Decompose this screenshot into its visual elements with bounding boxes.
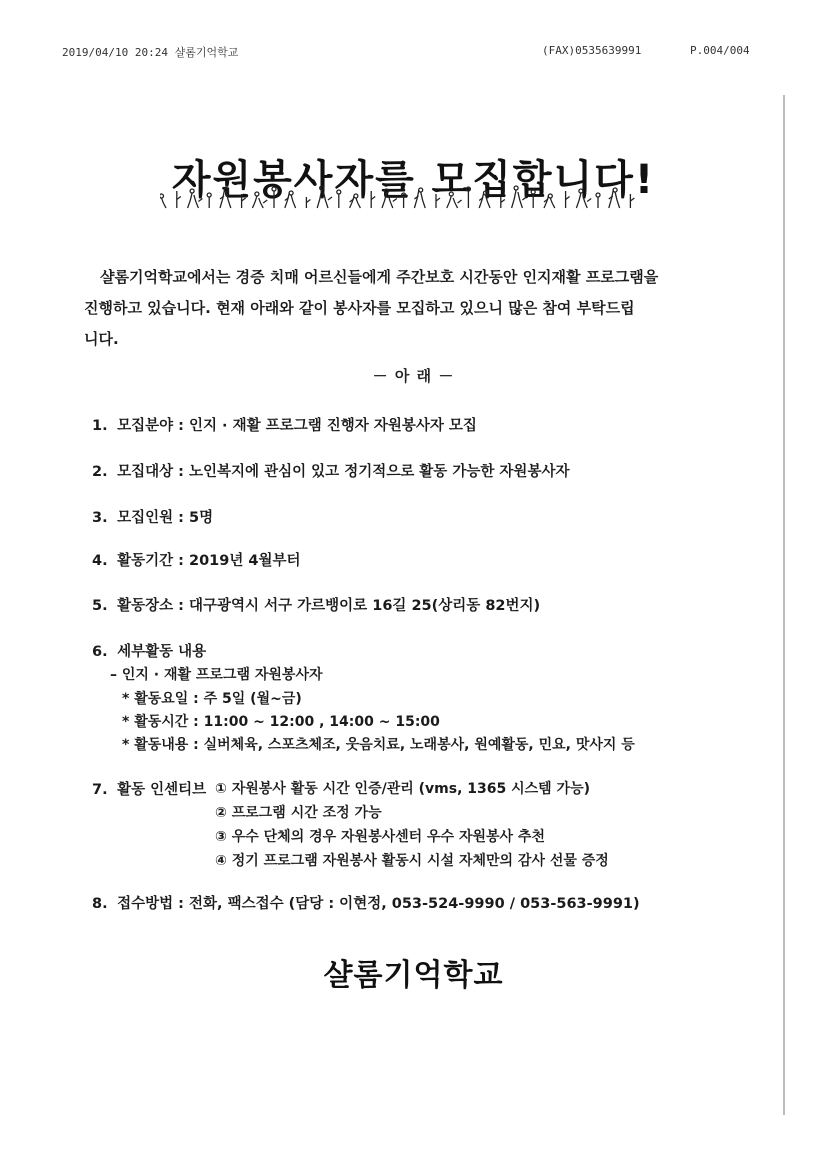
item-value: 전화, 팩스접수 (담당 : 이현정, 053-524-9990 / 053-563-9991)	[189, 896, 640, 912]
page-number: P.004/004	[690, 44, 750, 57]
item-label: 활동기간	[117, 553, 174, 569]
fax-header	[0, 44, 827, 60]
item-label: 활동 인센티브	[117, 782, 207, 798]
item-value: 2019년 4월부터	[189, 553, 301, 569]
item-number: 1.	[92, 418, 108, 434]
item-activity-period: 4. 활동기간 : 2019년 4월부터	[92, 553, 301, 569]
item-number: 5.	[92, 598, 108, 614]
section-divider-heading: － 아 래 －	[372, 367, 455, 385]
item-application-method: 8. 접수방법 : 전화, 팩스접수 (담당 : 이현정, 053-524-9990 / 053-563-9991)	[92, 896, 640, 912]
item-label: 세부활동 내용	[117, 644, 207, 660]
intro-paragraph	[84, 262, 724, 355]
item-activity-details	[92, 640, 206, 661]
organization-name: 샬롬기억학교	[323, 958, 504, 993]
fax-date-time: 2019/04/10 20:24 샬롬기억학교	[62, 46, 239, 59]
item-activity-location: 5. 활동장소 : 대구광역시 서구 가르뱅이로 16길 25(상리동 82번지)	[92, 598, 541, 614]
item-number: 8.	[92, 896, 108, 912]
incentive-2: ② 프로그램 시간 조정 가능	[215, 805, 382, 821]
flower-decoration-icon	[160, 178, 640, 210]
page-title: 자원봉사자를 모집합니다!	[171, 157, 656, 203]
item-number: 6.	[92, 644, 108, 660]
item-number: 2.	[92, 464, 108, 480]
item-incentives	[92, 778, 206, 799]
item-value: 노인복지에 관심이 있고 정기적으로 활동 가능한 자원봉사자	[189, 464, 570, 480]
fax-number: (FAX)0535639991	[542, 44, 642, 57]
intro-line-3: 니다.	[84, 330, 119, 348]
item-value: 대구광역시 서구 가르뱅이로 16길 25(상리동 82번지)	[189, 598, 541, 614]
item-number: 3.	[92, 510, 108, 526]
item-recruit-field: 1. 모집분야 : 인지 · 재활 프로그램 진행자 자원봉사자 모집	[92, 418, 477, 434]
details-subtitle: – 인지 · 재활 프로그램 자원봉사자	[110, 667, 323, 683]
details-content: * 활동내용 : 실버체육, 스포츠체조, 웃음치료, 노래봉사, 원예활동, 민요, 맛사지 등	[122, 737, 635, 753]
item-recruit-count: 3. 모집인원 : 5명	[92, 510, 214, 526]
item-label: 접수방법	[117, 896, 174, 912]
incentive-1: ① 자원봉사 활동 시간 인증/관리 (vms, 1365 시스템 가능)	[215, 781, 590, 797]
details-hours: * 활동시간 : 11:00 ~ 12:00 , 14:00 ~ 15:00	[122, 714, 440, 730]
item-label: 모집분야	[117, 418, 174, 434]
item-recruit-target: 2. 모집대상 : 노인복지에 관심이 있고 정기적으로 활동 가능한 자원봉사자	[92, 464, 570, 480]
details-days: * 활동요일 : 주 5일 (월~금)	[122, 691, 302, 707]
incentive-3: ③ 우수 단체의 경우 자원봉사센터 우수 자원봉사 추천	[215, 829, 545, 845]
item-number: 7.	[92, 782, 108, 798]
item-label: 모집인원	[117, 510, 174, 526]
incentive-4: ④ 정기 프로그램 자원봉사 활동시 시설 자체만의 감사 선물 증정	[215, 853, 609, 869]
intro-line-1: 샬롬기억학교에서는 경증 치매 어르신들에게 주간보호 시간동안 인지재활 프로그램을	[100, 268, 659, 286]
item-number: 4.	[92, 553, 108, 569]
intro-line-2: 진행하고 있습니다. 현재 아래와 같이 봉사자를 모집하고 있으니 많은 참여 부탁드립	[84, 299, 635, 317]
item-label: 모집대상	[117, 464, 174, 480]
item-value: 5명	[189, 510, 214, 526]
item-value: 인지 · 재활 프로그램 진행자 자원봉사자 모집	[189, 418, 477, 434]
item-label: 활동장소	[117, 598, 174, 614]
